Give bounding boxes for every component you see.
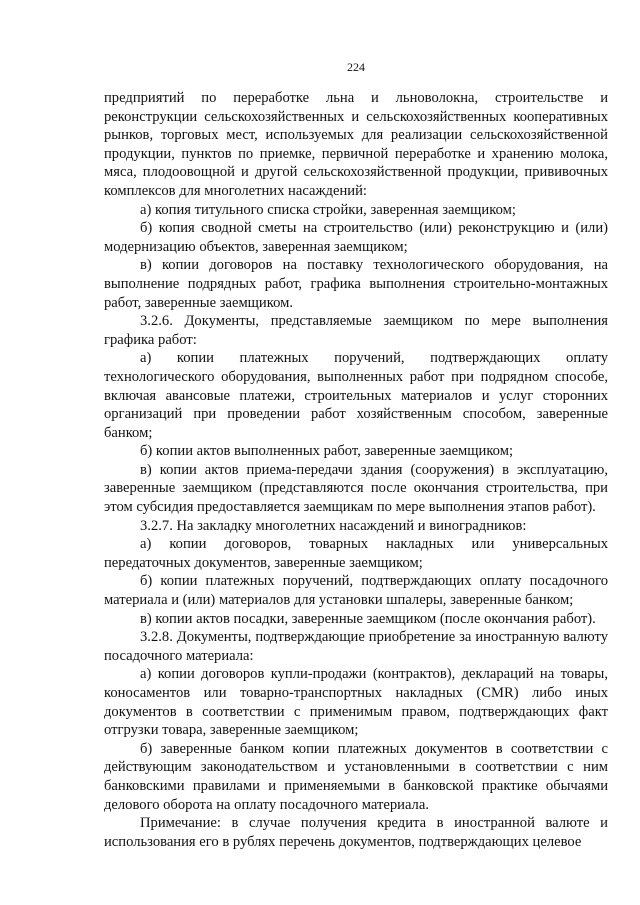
- paragraph: б) заверенные банком копии платежных документов в соответствии с действующим законодательством и установленными в соответствии с ним банковскими правилами и применяемыми в банковской практике обычаями делового оборота на оплату посадочного материала.: [104, 740, 608, 813]
- paragraph: а) копии платежных поручений, подтверждающих оплату технологического оборудования, выполненных работ при подрядном способе, включая авансовые платежи, строительных материалов и услуг сторонних организаций при проведении работ хозяйственным способом, заверенные банком;: [104, 350, 608, 441]
- paragraph: 3.2.7. На закладку многолетних насаждений и виноградников:: [140, 517, 527, 534]
- paragraph: в) копии актов посадки, заверенные заемщиком (после окончания работ).: [140, 610, 596, 627]
- paragraph: а) копии договоров купли-продажи (контрактов), деклараций на товары, коносаментов или товарно-транспортных накладных (CMR) либо иных документов в соответствии с применимым правом, подтверждающих факт отгрузки товара, заверенные заемщиком;: [104, 666, 608, 739]
- paragraph: Примечание: в случае получения кредита в иностранной валюте и использования его в рублях перечень документов, подтверждающих целевое: [104, 815, 608, 850]
- paragraph: в) копии договоров на поставку технологического оборудования, на выполнение подрядных работ, графика выполнения строительно-монтажных работ, заверенные заемщиком.: [104, 257, 608, 311]
- document-body: [104, 89, 608, 851]
- paragraph: 3.2.8. Документы, подтверждающие приобретение за иностранную валюту посадочного материала:: [104, 629, 608, 664]
- paragraph: б) копия сводной сметы на строительство (или) реконструкцию и (или) модернизацию объектов, заверенная заемщиком;: [104, 220, 608, 255]
- paragraph: а) копия титульного списка стройки, заверенная заемщиком;: [140, 201, 516, 218]
- paragraph: а) копии договоров, товарных накладных или универсальных передаточных документов, заверенные заемщиком;: [104, 536, 608, 571]
- paragraph: б) копии платежных поручений, подтверждающих оплату посадочного материала и (или) материалов для установки шпалеры, заверенные банком;: [104, 573, 608, 609]
- paragraph: б) копии актов выполненных работ, заверенные заемщиком;: [140, 443, 513, 460]
- paragraph: 3.2.6. Документы, представляемые заемщиком по мере выполнения графика работ:: [104, 313, 608, 348]
- page-number: 224: [347, 60, 365, 74]
- paragraph: в) копии актов приема-передачи здания (сооружения) в эксплуатацию, заверенные заемщиком (представляются после окончания строительства, при этом субсидия предоставляется заемщикам по мере выполнения этапов работ).: [104, 461, 608, 516]
- paragraph: предприятий по переработке льна и льноволокна, строительстве и реконструкции сельскохозяйственных и сельскохозяйственных кооперативных рынков, торговых мест, используемых для реализации сельскохозяйственной продукции, пунктов по приемке, первичной переработке и хранению молока, мяса, плодоовощной и другой сельскохозяйственной продукции, прививочных комплексов для многолетних насаждений:: [104, 90, 608, 199]
